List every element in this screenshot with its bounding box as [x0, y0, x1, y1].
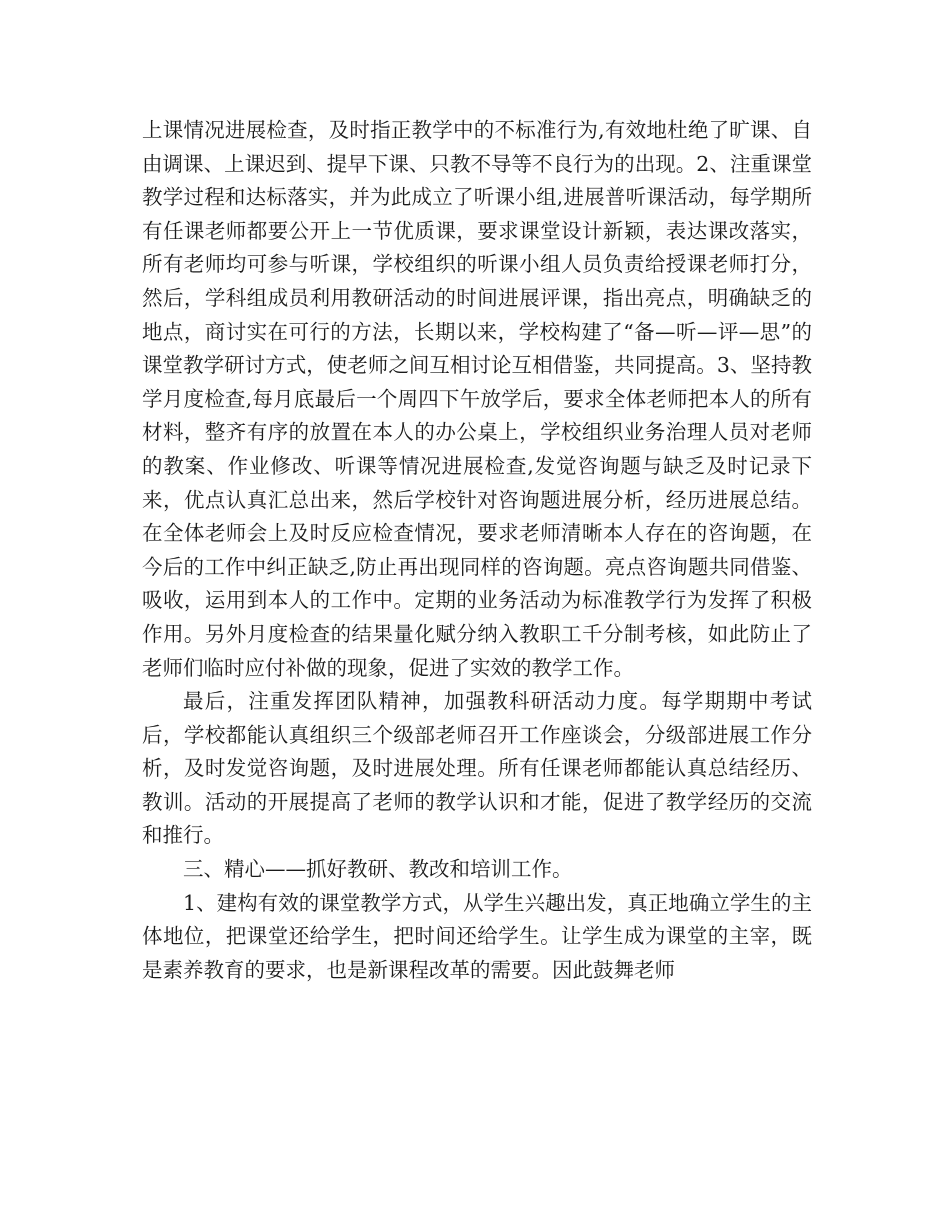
paragraph-continuation: 上课情况进展检查，及时指正教学中的不标准行为,有效地杜绝了旷课、自由调课、上课迟到、提早下课、只教不导等不良行为的出现。2、注重课堂教学过程和达标落实，并为此成立了听课小组,进展普听课活动，每学期所有任课老师都要公开上一节优质课，要求课堂设计新颖，表达课改落实，所有老师均可参与听课，学校组织的听课小组人员负责给授课老师打分，然后，学科组成员利用教研活动的时间进展评课，指出亮点，明确缺乏的地点，商讨实在可行的方法，长期以来，学校构建了“备—听—评—思”的课堂教学研讨方式，使老师之间互相讨论互相借鉴，共同提高。3、坚持教学月度检查,每月底最后一个周四下午放学后，要求全体老师把本人的所有材料，整齐有序的放置在本人的办公桌上，学校组织业务治理人员对老师的教案、作业修改、听课等情况进展检查,发觉咨询题与缺乏及时记录下来，优点认真汇总出来，然后学校针对咨询题进展分析，经历进展总结。在全体老师会上及时反应检查情况，要求老师清晰本人存在的咨询题，在今后的工作中纠正缺乏,防止再出现同样的咨询题。亮点咨询题共同借鉴、吸收，运用到本人的工作中。定期的业务活动为标准教学行为发挥了积极作用。另外月度检查的结果量化赋分纳入教职工千分制考核，如此防止了老师们临时应付补做的现象，促进了实效的教学工作。 [142, 118, 812, 680]
section-heading-three: 三、精心——抓好教研、教改和培训工作。 [183, 857, 573, 882]
paragraph-classroom-model: 1、建构有效的课堂教学方式，从学生兴趣出发，真正地确立学生的主体地位，把课堂还给学生，把时间还给学生。让学生成为课堂的主宰，既是素养教育的要求，也是新课程改革的需要。因此鼓舞老师 [142, 890, 812, 982]
document-body [142, 114, 812, 987]
paragraph-teamwork: 最后，注重发挥团队精神，加强教科研活动力度。每学期期中考试后，学校都能认真组织三个级部老师召开工作座谈会，分级部进展工作分析，及时发觉咨询题，及时进展处理。所有任课老师都能认真总结经历、教训。活动的开展提高了老师的教学认识和才能，促进了教学经历的交流和推行。 [142, 689, 812, 848]
